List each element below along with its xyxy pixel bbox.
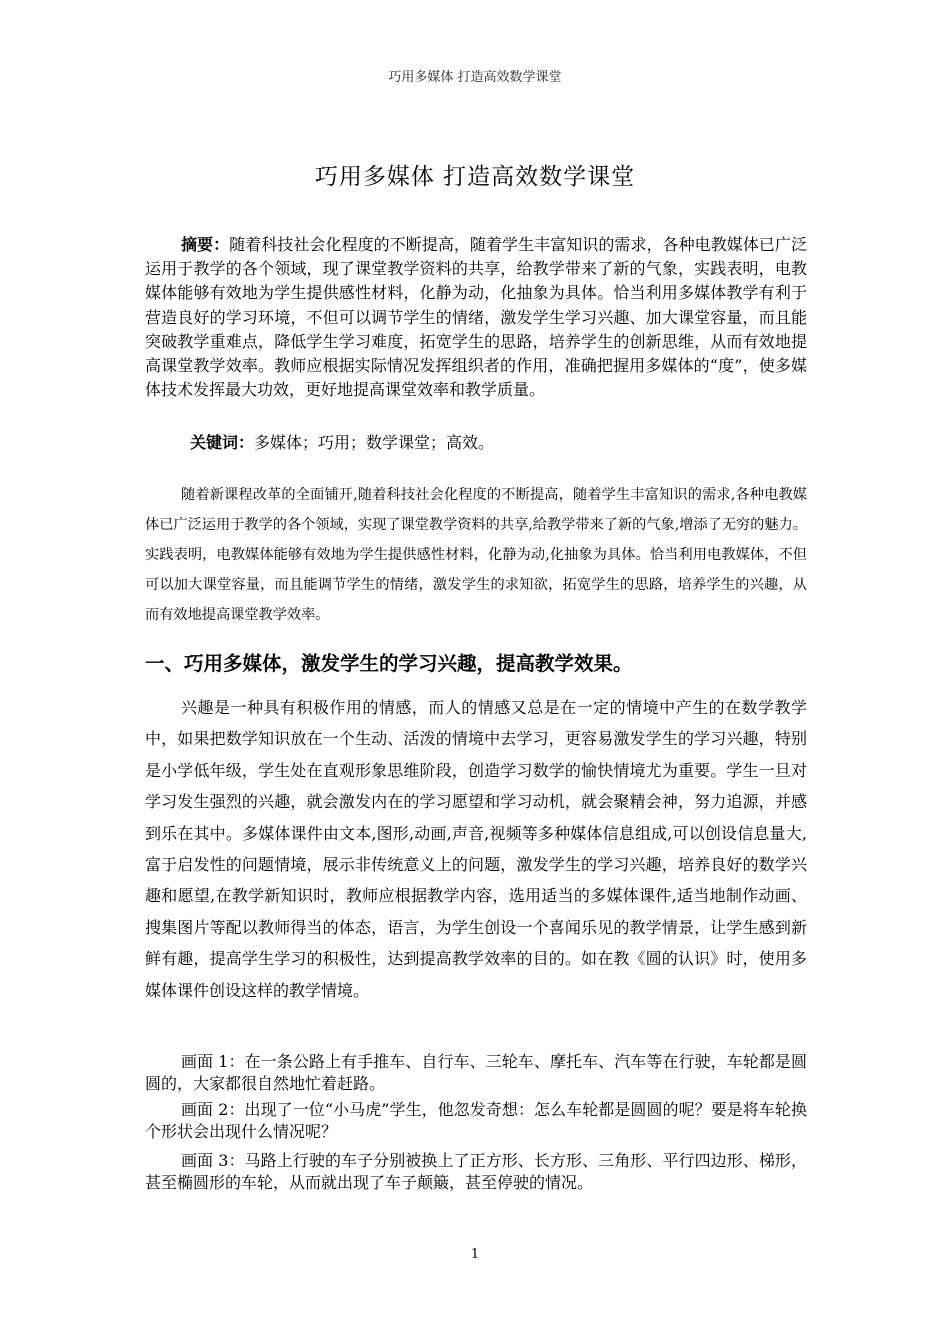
section-body-paragraph: 兴趣是一种具有积极作用的情感，而人的情感又总是在一定的情境中产生的在数学教学中，如果把数学知识放在一个生动、活泼的情境中去学习，更容易激发学生的学习兴趣，特别是小学低年级，学生处在直观形象思维阶段，创造学习数学的愉快情境尤为重要。学生一旦对学习发生强烈的兴趣，就会激发内在的学习愿望和学习动机，就会聚精会神，努力追源，并感到乐在其中。多媒体课件由文本,图形,动画,声音,视频等多种媒体信息组成,可以创设信息量大,富于启发性的问题情境，展示非传统意义上的问题，激发学生的学习兴趣，培养良好的数学兴趣和愿望,在教学新知识时，教师应根据教学内容，选用适当的多媒体课件,适当地制作动画、搜集图片等配以教师得当的体态，语言，为学生创设一个喜闻乐见的教学情景，让学生感到新鲜有趣，提高学生学习的积极性，达到提高教学效率的目的。如在教《圆的认识》时，使用多媒体课件创设这样的教学情境。	[145, 698, 807, 1000]
keywords-line	[190, 431, 852, 455]
section-heading: 一、巧用多媒体，激发学生的学习兴趣，提高教学效果。	[145, 652, 633, 675]
abstract-label: 摘要：	[181, 235, 230, 254]
intro-paragraph: 随着新课程改革的全面铺开,随着科技社会化程度的不断提高，随着学生丰富知识的需求,各种电教媒体已广泛运用于教学的各个领域，实现了课堂教学资料的共享,给教学带来了新的气象,增添了无穷的魅力。实践表明，电教媒体能够有效地为学生提供感性材料，化静为动,化抽象为具体。恰当利用电教媒体，不但可以加大课堂容量，而且能调节学生的情绪，激发学生的求知欲，拓宽学生的思路，培养学生的兴趣，从而有效地提高课堂教学效率。	[145, 487, 807, 623]
page-title: 巧用多媒体 打造高效数学课堂	[314, 164, 636, 190]
keywords-label: 关键词：	[190, 433, 255, 452]
page-number: 1	[470, 1247, 480, 1262]
running-header: 巧用多媒体 打造高效数学课堂	[388, 70, 562, 85]
abstract-paragraph	[145, 233, 807, 402]
scene-paragraph-1: 画面 1：在一条公路上有手推车、自行车、三轮车、摩托车、汽车等在行驶，车轮都是圆圆的，大家都很自然地忙着赶路。	[145, 1052, 807, 1093]
scene-paragraph-3: 画面 3：马路上行驶的车子分别被换上了正方形、长方形、三角形、平行四边形、梯形，甚至椭圆形的车轮，从而就出现了车子颠簸，甚至停驶的情况。	[145, 1151, 807, 1192]
scene-paragraph-2: 画面 2：出现了一位“小马虎”学生，他忽发奇想：怎么车轮都是圆圆的呢？要是将车轮换个形状会出现什么情况呢？	[145, 1100, 807, 1141]
abstract-text: 随着科技社会化程度的不断提高，随着学生丰富知识的需求，各种电教媒体已广泛运用于教学的各个领域，现了课堂教学资料的共享，给教学带来了新的气象，实践表明，电教媒体能够有效地为学生提供感性材料，化静为动，化抽象为具体。恰当利用多媒体教学有利于营造良好的学习环境，不但可以调节学生的情绪，激发学生学习兴趣、加大课堂容量，而且能突破教学重难点，降低学生学习难度，拓宽学生的思路，培养学生的创新思维，从而有效地提高课堂教学效率。教师应根据实际情况发挥组织者的作用，准确把握用多媒体的“度”，使多媒体技术发挥最大功效，更好地提高课堂效率和教学质量。	[145, 235, 807, 400]
keywords-text: 多媒体；巧用；数学课堂；高效。	[254, 433, 495, 452]
